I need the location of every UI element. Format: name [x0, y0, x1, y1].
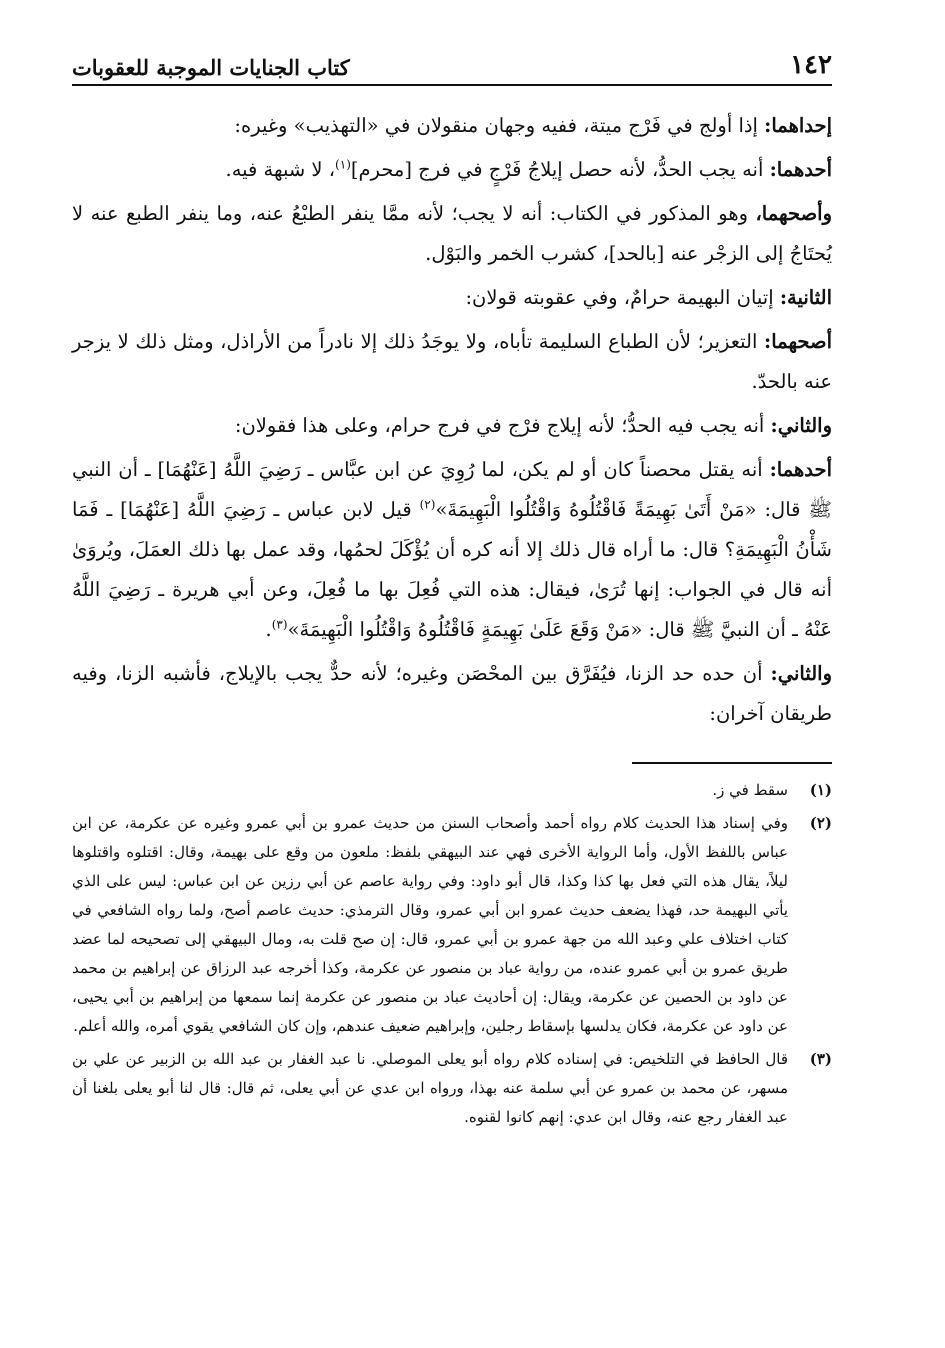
footnote-text: وفي إسناد هذا الحديث كلام رواه أحمد وأصحاب السنن من حديث عمرو بن أبي عمرو وغيره عن عكرمة، عن ابن عباس باللفظ الأول، وأما الرواية الأخرى فهي عند البيهقي بلفظ: ملعون من وقع على بهيمة، وقال: اقتلوه واقتلوها ليلاً، يقال هذه التي فعل بها كذا وكذا، قال أبو داود: وفي رواية عاصم عن أبي رزين عن ابن عباس: ليس على الذي يأتي البهيمة حد، فهذا يضعف حديث عمرو ابن أبي عمرو، وقال الترمذي: حديث عاصم أصح، ولما رواه الشافعي في كتاب اختلاف علي وعبد الله من جهة عمرو بن أبي عمرو، قال: إن صح قلت به، ومال البيهقي إلى تصحيحه لما عضد طريق عمرو بن أبي عمرو عنده، من رواية عباد بن منصور عن عكرمة، وكذا أخرجه عبد الرزاق عن إبراهيم بن محمد عن داود بن الحصين عن عكرمة، ويقال: إن أحاديث عباد بن منصور عن عكرمة إنما سمعها من إبراهيم بن أبي يحيى، عن داود عن عكرمة، فكان يدلسها بإسقاط رجلين، وإبراهيم ضعيف عندهم، وإن كان الشافعي يقوي أمره، والله أعلم. [72, 814, 788, 1035]
paragraph-text: إذا أولج في فَرْج ميتة، ففيه وجهان منقولان في «التهذيب» وغيره: [234, 114, 765, 137]
paragraph [72, 150, 832, 190]
footnote [72, 809, 832, 1041]
paragraph-lead: والثاني: [770, 414, 832, 437]
paragraph [72, 654, 832, 734]
paragraph-lead: أصحهما: [764, 330, 832, 353]
paragraph [72, 278, 832, 318]
paragraph-lead: الثانية: [779, 286, 832, 309]
paragraph-text-tail: ، لا شبهة فيه. [225, 158, 336, 181]
footnote-text: قال الحافظ في التلخيص: في إسناده كلام رواه أبو يعلى الموصلي. نا عبد الغفار بن عبد الله بن الزبير عن علي بن مسهر، عن محمد بن عمرو عن أبي سلمة عنه بهذا، ورواه ابن عدي عن أبي يعلى، ثم قال: قال لنا أبو يعلى بلغنا أن عبد الغفار رجع عنه، وقال ابن عدي: إنهم كانوا لقنوه. [72, 1050, 788, 1126]
footnote-separator [632, 762, 832, 764]
footnote [72, 776, 832, 805]
running-title: كتاب الجنايات الموجبة للعقوبات [72, 55, 350, 80]
paragraph-text-tail: قيل لابن عباس ـ رَضِيَ اللَّهُ [عَنْهُمَا] ـ فَمَا شَأْنُ الْبَهِيمَةِ؟ قال: ما أراه قال ذلك إلا أنه كره أن يُؤْكَلَ لحمُها، وقد عمل بها ذلك العمَلَ، ويُروَىٰ أنه قال في الجواب: إنها تُرَىٰ، فيقال: هذه التي فُعِلَ بها ما فُعِلَ، وعن أبي هريرة ـ رَضِيَ اللَّهُ عَنْهُ ـ أن النبيَّ ﷺ قال: «مَنْ وَقَعَ عَلَىٰ بَهِيمَةٍ فَاقْتُلُوهُ وَاقْتُلُوا الْبَهِيمَةَ» [72, 498, 832, 641]
paragraph-lead: إحداهما: [764, 114, 832, 137]
footnote-number: (٣) [809, 1050, 832, 1068]
footnote [72, 1045, 832, 1132]
paragraph-text: إتيان البهيمة حرامٌ، وفي عقوبته قولان: [465, 286, 780, 309]
footnote-number: (٢) [809, 814, 832, 832]
paragraph-text: التعزير؛ لأن الطباع السليمة تأباه، ولا يوجَدُ ذلك إلا نادراً من الأراذل، ومثل ذلك لا يزجر عنه بالحدّ. [72, 330, 832, 393]
paragraph-text: أنه يجب الحدُّ، لأنه حصل إيلاجُ فَرْجٍ في فرج [محرم] [350, 158, 770, 181]
page-header [72, 40, 832, 86]
footnote-ref[interactable]: (١) [335, 157, 351, 172]
main-text [72, 106, 832, 734]
paragraph [72, 194, 832, 274]
paragraph [72, 450, 832, 650]
footnote-number: (١) [809, 781, 832, 799]
paragraph-text: وهو المذكور في الكتاب: أنه لا يجب؛ لأنه ممَّا ينفر الطبْعُ عنه، وما ينفر الطبع عنه لا يُحتَاجُ إلى الزجْر عنه [بالحد]، كشرب الخمر والبَوْل. [72, 202, 832, 265]
paragraph [72, 106, 832, 146]
paragraph-lead: أحدهما: [769, 458, 832, 481]
footnote-ref[interactable]: (٢) [419, 497, 436, 512]
footnote-text: سقط في ز. [712, 781, 788, 799]
paragraph-lead: والثاني: [770, 662, 832, 685]
paragraph-lead: وأصحهما، [755, 202, 832, 225]
page-number: ١٤٢ [790, 50, 832, 80]
paragraph-text-tail: . [265, 618, 272, 641]
paragraph-text: أن حده حد الزنا، فيُفَرَّق بين المحْصَن وغيره؛ لأنه حدٌّ يجب بالإيلاج، فأشبه الزنا، وفيه طريقان آخران: [72, 662, 832, 725]
footnotes [72, 776, 832, 1132]
paragraph [72, 406, 832, 446]
paragraph-lead: أحدهما: [769, 158, 832, 181]
paragraph [72, 322, 832, 402]
footnote-ref[interactable]: (٣) [271, 617, 288, 632]
paragraph-text: أنه يجب فيه الحدُّ؛ لأنه إيلاج فرْج في فرج حرام، وعلى هذا فقولان: [234, 414, 771, 437]
paragraph-text: أنه يقتل محصناً كان أو لم يكن، لما رُوِيَ عن ابن عبَّاس ـ رَضِيَ اللَّهُ [عَنْهُمَا] ـ أن النبي ﷺ قال: «مَنْ أَتَىٰ بَهِيمَةً فَاقْتُلُوهُ وَاقْتُلُوا الْبَهِيمَةَ» [72, 458, 832, 521]
book-page [72, 40, 832, 1136]
